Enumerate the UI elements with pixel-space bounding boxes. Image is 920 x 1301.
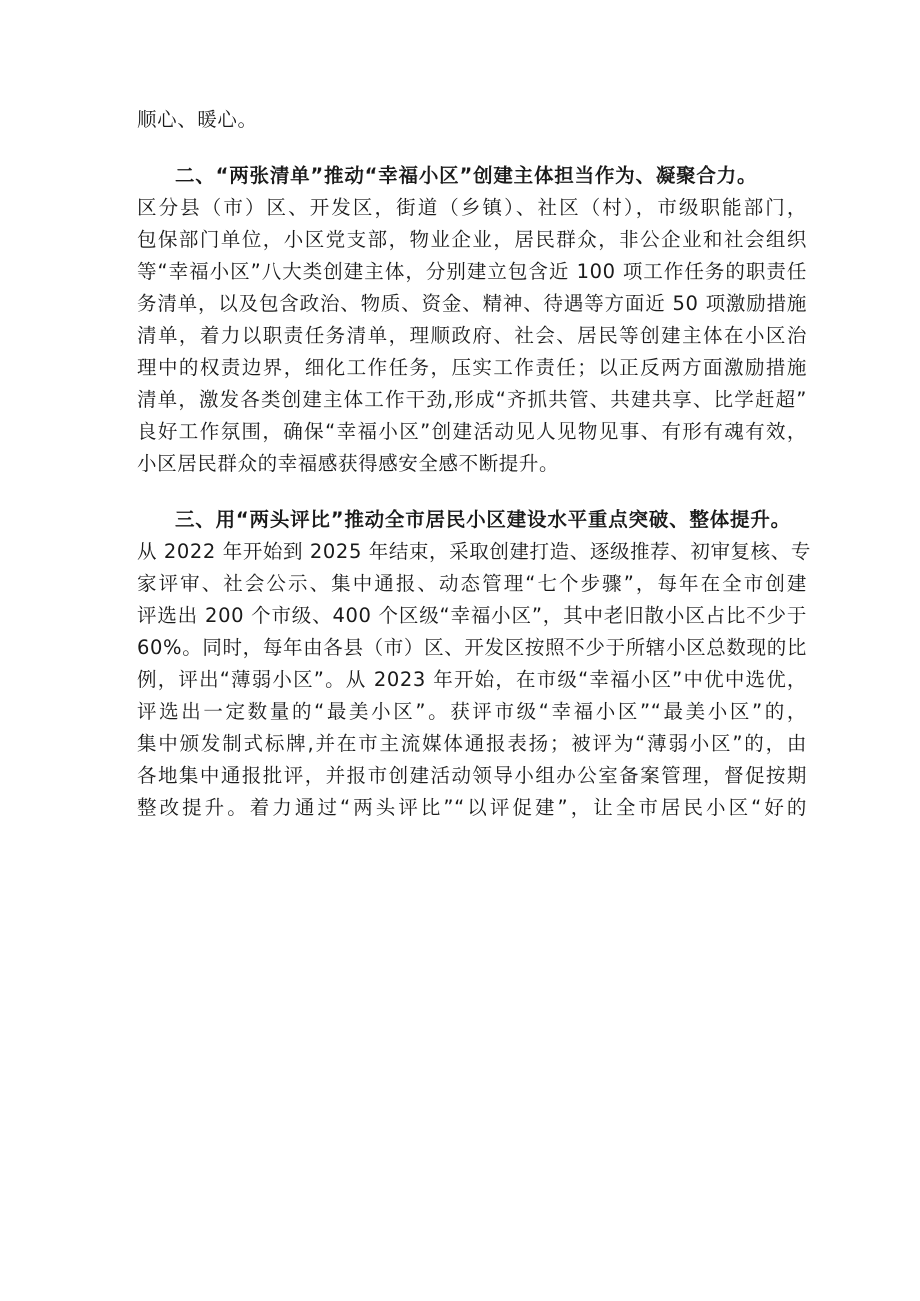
intro-tail-line: 顺心、暖心。	[137, 108, 258, 131]
section-2-line: 等“幸福小区”八大类创建主体，分别建立包含近 100 项工作任务的职责任	[137, 260, 807, 283]
section-3-line: 家评审、社会公示、集中通报、动态管理“七个步骤”，每年在全市创建	[137, 572, 807, 595]
section-3-line: 评选出 200 个市级、400 个区级“幸福小区”，其中老旧散小区占比不少于	[137, 604, 807, 627]
section-3-line: 整改提升。着力通过“两头评比”“以评促建”，让全市居民小区“好的	[137, 796, 807, 819]
section-3-heading: 三、用“两头评比”推动全市居民小区建设水平重点突破、整体提升。	[175, 508, 791, 531]
section-3-line: 评选出一定数量的“最美小区”。获评市级“幸福小区”“最美小区”的，	[137, 700, 807, 723]
section-2-line: 区分县（市）区、开发区，街道（乡镇）、社区（村），市级职能部门，	[137, 196, 807, 219]
section-2-last-line: 小区居民群众的幸福感获得感安全感不断提升。	[137, 452, 560, 475]
section-3-line: 集中颁发制式标牌,并在市主流媒体通报表扬；被评为“薄弱小区”的，由	[137, 732, 807, 755]
paragraph-spacer	[137, 136, 807, 146]
paragraph-spacer	[137, 480, 807, 490]
document-page	[137, 104, 811, 824]
section-2-line: 理中的权责边界，细化工作任务，压实工作责任；以正反两方面激励措施	[137, 356, 807, 379]
section-3-line: 从 2022 年开始到 2025 年结束，采取创建打造、逐级推荐、初审复核、专	[137, 540, 811, 563]
section-2-line: 良好工作氛围，确保“幸福小区”创建活动见人见物见事、有形有魂有效，	[137, 420, 807, 443]
section-3-line: 60%。同时，每年由各县（市）区、开发区按照不少于所辖小区总数现的比	[137, 636, 807, 659]
section-2-line: 清单，激发各类创建主体工作干劲,形成“齐抓共管、共建共享、比学赶超”	[137, 388, 807, 411]
section-2-heading: 二、“两张清单”推动“幸福小区”创建主体担当作为、凝聚合力。	[175, 164, 758, 187]
section-3-line: 各地集中通报批评，并报市创建活动领导小组办公室备案管理，督促按期	[137, 764, 807, 787]
section-3-line: 例，评出“薄弱小区”。从 2023 年开始，在市级“幸福小区”中优中选优，	[137, 668, 807, 691]
section-2-line: 包保部门单位，小区党支部，物业企业，居民群众，非公企业和社会组织	[137, 228, 807, 251]
section-2-line: 清单，着力以职责任务清单，理顺政府、社会、居民等创建主体在小区治	[137, 324, 807, 347]
section-2-line: 务清单，以及包含政治、物质、资金、精神、待遇等方面近 50 项激励措施	[137, 292, 807, 315]
